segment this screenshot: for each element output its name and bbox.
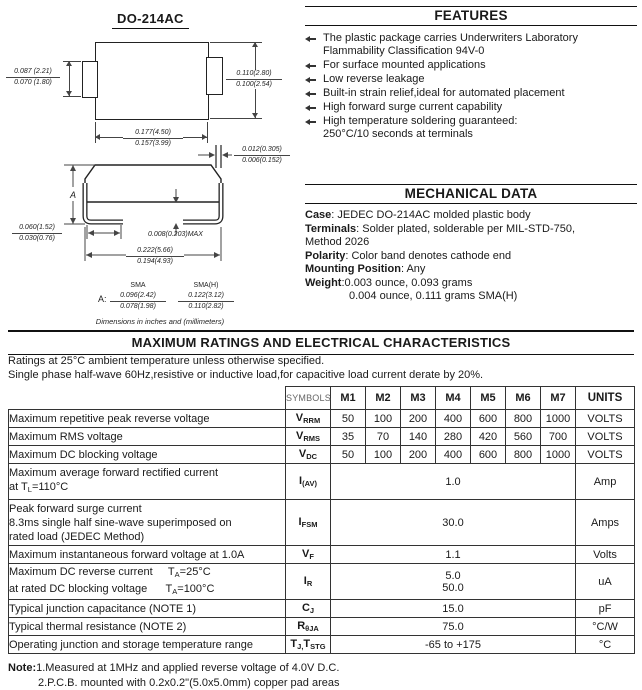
feature-item — [305, 87, 637, 100]
units-cell: VOLTS — [576, 428, 635, 446]
value-cell: 140 — [401, 428, 436, 446]
name-cell: Maximum RMS voltage — [9, 428, 286, 446]
mechanical-line: Mounting Position: Any — [305, 263, 637, 277]
dim-ext-line — [210, 118, 262, 119]
value-cell: 560 — [506, 428, 541, 446]
units-cell: VOLTS — [576, 410, 635, 428]
a-col-header: SMA(H) — [178, 282, 234, 289]
value-cell: 400 — [436, 410, 471, 428]
features-header — [305, 6, 637, 26]
name-cell: Maximum DC reverse current $T_A=25^\circ C$ at rated DC blocking voltage $T_A=100^\circ C$ — [9, 564, 286, 600]
model-header: M6 — [506, 387, 541, 410]
value-cell: 1000 — [541, 410, 576, 428]
name-cell: Maximum DC blocking voltage — [9, 446, 286, 464]
dim-arrow — [69, 61, 70, 96]
value-cell: 15.0 — [331, 600, 576, 618]
units-header: UNITS — [576, 387, 635, 410]
mechanical-line: Case: JEDEC DO-214AC molded plastic body — [305, 209, 637, 223]
value-cell: 1.0 — [331, 464, 576, 500]
condition-line: Ratings at 25°C ambient temperature unless otherwise specified. — [8, 355, 634, 369]
model-header: M4 — [436, 387, 471, 410]
corner-cell — [9, 387, 286, 410]
mechanical-lines — [305, 209, 637, 304]
model-header: M2 — [366, 387, 401, 410]
condition-line: Single phase half-wave 60Hz,resistive or inductive load,for capacitive load current derate by 20%. — [8, 369, 634, 383]
feature-item — [305, 59, 637, 72]
ratings-table — [8, 386, 635, 654]
package-drawing — [0, 0, 302, 330]
table-row — [9, 636, 635, 654]
mechanical-line: Terminals: Solder plated, solderable per MIL-STD-750, — [305, 223, 637, 237]
table-row — [9, 464, 635, 500]
table-row — [9, 600, 635, 618]
a-table-sma — [110, 282, 166, 311]
arrow-bullet-icon — [305, 32, 317, 45]
table-row — [9, 564, 635, 600]
mechanical-title: MECHANICAL DATA — [305, 185, 637, 203]
ratings-title: MAXIMUM RATINGS AND ELECTRICAL CHARACTERISTICS — [8, 330, 634, 355]
table-row — [9, 618, 635, 636]
dim-body-width: 0.177(4.50) 0.157(3.99) — [123, 129, 183, 148]
note-line: 2.P.C.B. mounted with 0.2x0.2"(5.0x5.0mm) copper pad areas — [8, 676, 634, 690]
notes — [8, 661, 634, 690]
model-header: M1 — [331, 387, 366, 410]
dim-ext-line — [207, 122, 208, 143]
value-cell: 200 — [401, 410, 436, 428]
symbol-cell: $I_{FSM}$ — [286, 500, 331, 546]
dim-foot-length: 0.060(1.52) 0.030(0.76) — [12, 224, 62, 243]
arrow-bullet-icon — [305, 115, 317, 128]
package-title: DO-214AC — [112, 11, 189, 29]
table-header-row — [9, 387, 635, 410]
feature-text: Built-in strain relief,ideal for automated placement — [323, 87, 565, 100]
symbol-cell: $V_{DC}$ — [286, 446, 331, 464]
a-col-header: SMA — [110, 282, 166, 289]
symbol-cell: $V_F$ — [286, 546, 331, 564]
value-cell: 70 — [366, 428, 401, 446]
value-cell: 600 — [471, 410, 506, 428]
feature-item — [305, 115, 637, 141]
symbol-cell: $T_{J,}T_{STG}$ — [286, 636, 331, 654]
mechanical-line: Weight:0.003 ounce, 0.093 grams — [305, 277, 637, 291]
package-left-tab — [82, 61, 98, 98]
feature-text: High temperature soldering guaranteed: 250°C/10 seconds at terminals — [323, 115, 517, 141]
features-list — [305, 32, 637, 141]
dim-a-sma: 0.096(2.42) 0.078(1.98) — [110, 292, 166, 311]
feature-text: Low reverse leakage — [323, 73, 425, 86]
table-row — [9, 428, 635, 446]
units-cell: Amp — [576, 464, 635, 500]
value-cell: 200 — [401, 446, 436, 464]
value-cell: -65 to +175 — [331, 636, 576, 654]
ratings-section — [8, 330, 634, 690]
model-header: M3 — [401, 387, 436, 410]
mechanical-section — [305, 184, 637, 304]
name-cell: Maximum average forward rectified current at $T_L=110^\circ C$ — [9, 464, 286, 500]
value-cell: 400 — [436, 446, 471, 464]
mechanical-line: Method 2026 — [305, 236, 637, 250]
feature-text: High forward surge current capability — [323, 101, 502, 114]
model-header: M7 — [541, 387, 576, 410]
units-cell: Amps — [576, 500, 635, 546]
package-body-outline — [95, 42, 209, 120]
value-cell: 280 — [436, 428, 471, 446]
value-cell: 800 — [506, 446, 541, 464]
feature-text: The plastic package carries Underwriters Laboratory Flammability Classification 94V-0 — [323, 32, 578, 58]
arrow-bullet-icon — [305, 87, 317, 100]
value-cell: 75.0 — [331, 618, 576, 636]
value-cell: 50 — [331, 410, 366, 428]
model-header: M5 — [471, 387, 506, 410]
name-cell: Typical thermal resistance (NOTE 2) — [9, 618, 286, 636]
package-right-tab — [206, 57, 223, 95]
feature-item — [305, 73, 637, 86]
name-cell: Operating junction and storage temperature range — [9, 636, 286, 654]
table-row — [9, 500, 635, 546]
mechanical-line: Polarity: Color band denotes cathode end — [305, 250, 637, 264]
dim-terminal-thickness: 0.012(0.305) 0.006(0.152) — [234, 146, 290, 165]
table-row — [9, 446, 635, 464]
feature-item — [305, 32, 637, 58]
value-cell: 100 — [366, 410, 401, 428]
note-line: Note:1.Measured at 1MHz and applied reverse voltage of 4.0V D.C. — [8, 661, 634, 676]
dim-a-smah: 0.122(3.12) 0.110(2.82) — [178, 292, 234, 311]
value-cell: 800 — [506, 410, 541, 428]
name-cell: Maximum instantaneous forward voltage at 1.0A — [9, 546, 286, 564]
value-cell: 30.0 — [331, 500, 576, 546]
value-cell: 1000 — [541, 446, 576, 464]
value-cell: 35 — [331, 428, 366, 446]
symbols-header: SYMBOLS — [286, 387, 331, 410]
dim-overall-width: 0.222(5.66) 0.194(4.93) — [126, 247, 184, 266]
units-cell: VOLTS — [576, 446, 635, 464]
a-row-label: A: — [98, 294, 107, 304]
symbol-cell: $I_R$ — [286, 564, 331, 600]
features-section — [305, 6, 637, 142]
dim-standoff: 0.008(0.203)MAX — [148, 231, 203, 238]
symbol-cell: $V_{RMS}$ — [286, 428, 331, 446]
units-cell: Volts — [576, 546, 635, 564]
features-title: FEATURES — [305, 7, 637, 25]
name-cell: Typical junction capacitance (NOTE 1) — [9, 600, 286, 618]
name-cell: Maximum repetitive peak reverse voltage — [9, 410, 286, 428]
arrow-bullet-icon — [305, 59, 317, 72]
value-cell: 420 — [471, 428, 506, 446]
symbol-cell: $C_J$ — [286, 600, 331, 618]
mechanical-header — [305, 184, 637, 204]
table-row — [9, 410, 635, 428]
dim-body-height: 0.110(2.80) 0.100(2.54) — [226, 70, 282, 89]
value-cell: 100 — [366, 446, 401, 464]
units-cell: °C — [576, 636, 635, 654]
note-label: Note: — [8, 662, 36, 674]
dimensions-caption: Dimensions in inches and (millimeters) — [55, 317, 265, 326]
feature-item — [305, 101, 637, 114]
name-cell: Peak forward surge current 8.3ms single half sine-wave superimposed on rated load (JEDEC Method) — [9, 500, 286, 546]
value-cell: 5.0 50.0 — [331, 564, 576, 600]
units-cell: pF — [576, 600, 635, 618]
dim-tab-height: 0.087 (2.21) 0.070 (1.80) — [6, 68, 60, 87]
arrow-bullet-icon — [305, 73, 317, 86]
value-cell: 600 — [471, 446, 506, 464]
units-cell: °C/W — [576, 618, 635, 636]
table-row — [9, 546, 635, 564]
arrow-bullet-icon — [305, 101, 317, 114]
a-table-smah — [178, 282, 234, 311]
symbol-cell: $I_{(AV)}$ — [286, 464, 331, 500]
symbol-cell: $R_{\theta JA}$ — [286, 618, 331, 636]
units-cell: uA — [576, 564, 635, 600]
feature-text: For surface mounted applications — [323, 59, 486, 72]
ratings-conditions — [8, 355, 634, 382]
value-cell: 50 — [331, 446, 366, 464]
value-cell: 1.1 — [331, 546, 576, 564]
mechanical-line: 0.004 ounce, 0.111 grams SMA(H) — [305, 290, 637, 304]
dim-ext-line — [63, 96, 81, 97]
dim-a-label: A — [69, 190, 76, 200]
symbol-cell: $V_{RRM}$ — [286, 410, 331, 428]
value-cell: 700 — [541, 428, 576, 446]
